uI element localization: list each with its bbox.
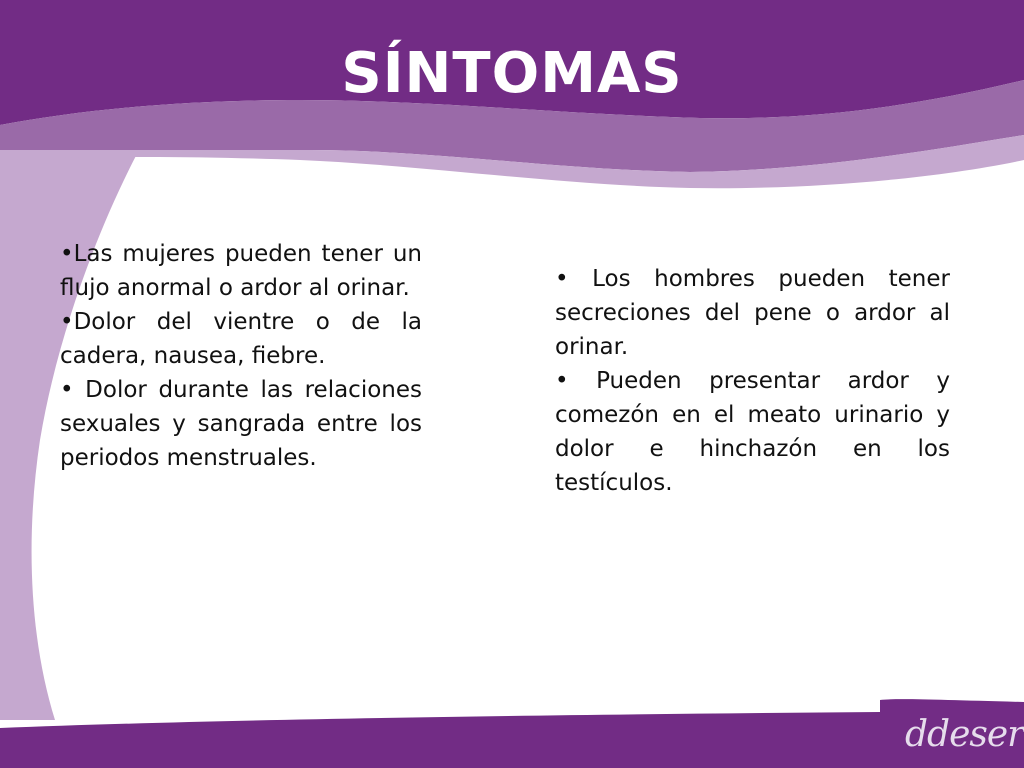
bullet-item: •Dolor del vientre o de la cadera, nausea, fiebre.: [60, 309, 422, 369]
left-column-text: [60, 237, 422, 475]
slide-title: SÍNTOMAS: [341, 41, 683, 106]
bullet-item: • Pueden presentar ardor y comezón en el meato urinario y dolor e hinchazón en los testículos.: [555, 368, 950, 496]
bullet-item: •Las mujeres pueden tener un flujo anormal o ardor al orinar.: [60, 241, 422, 301]
bullet-item: • Los hombres pueden tener secreciones del pene o ardor al orinar.: [555, 266, 950, 360]
bullet-item: • Dolor durante las relaciones sexuales y sangrada entre los periodos menstruales.: [60, 377, 422, 471]
footer-band: [0, 699, 1024, 768]
ddeser-logo: ddeser: [905, 714, 1024, 755]
right-column-text: [555, 262, 950, 500]
